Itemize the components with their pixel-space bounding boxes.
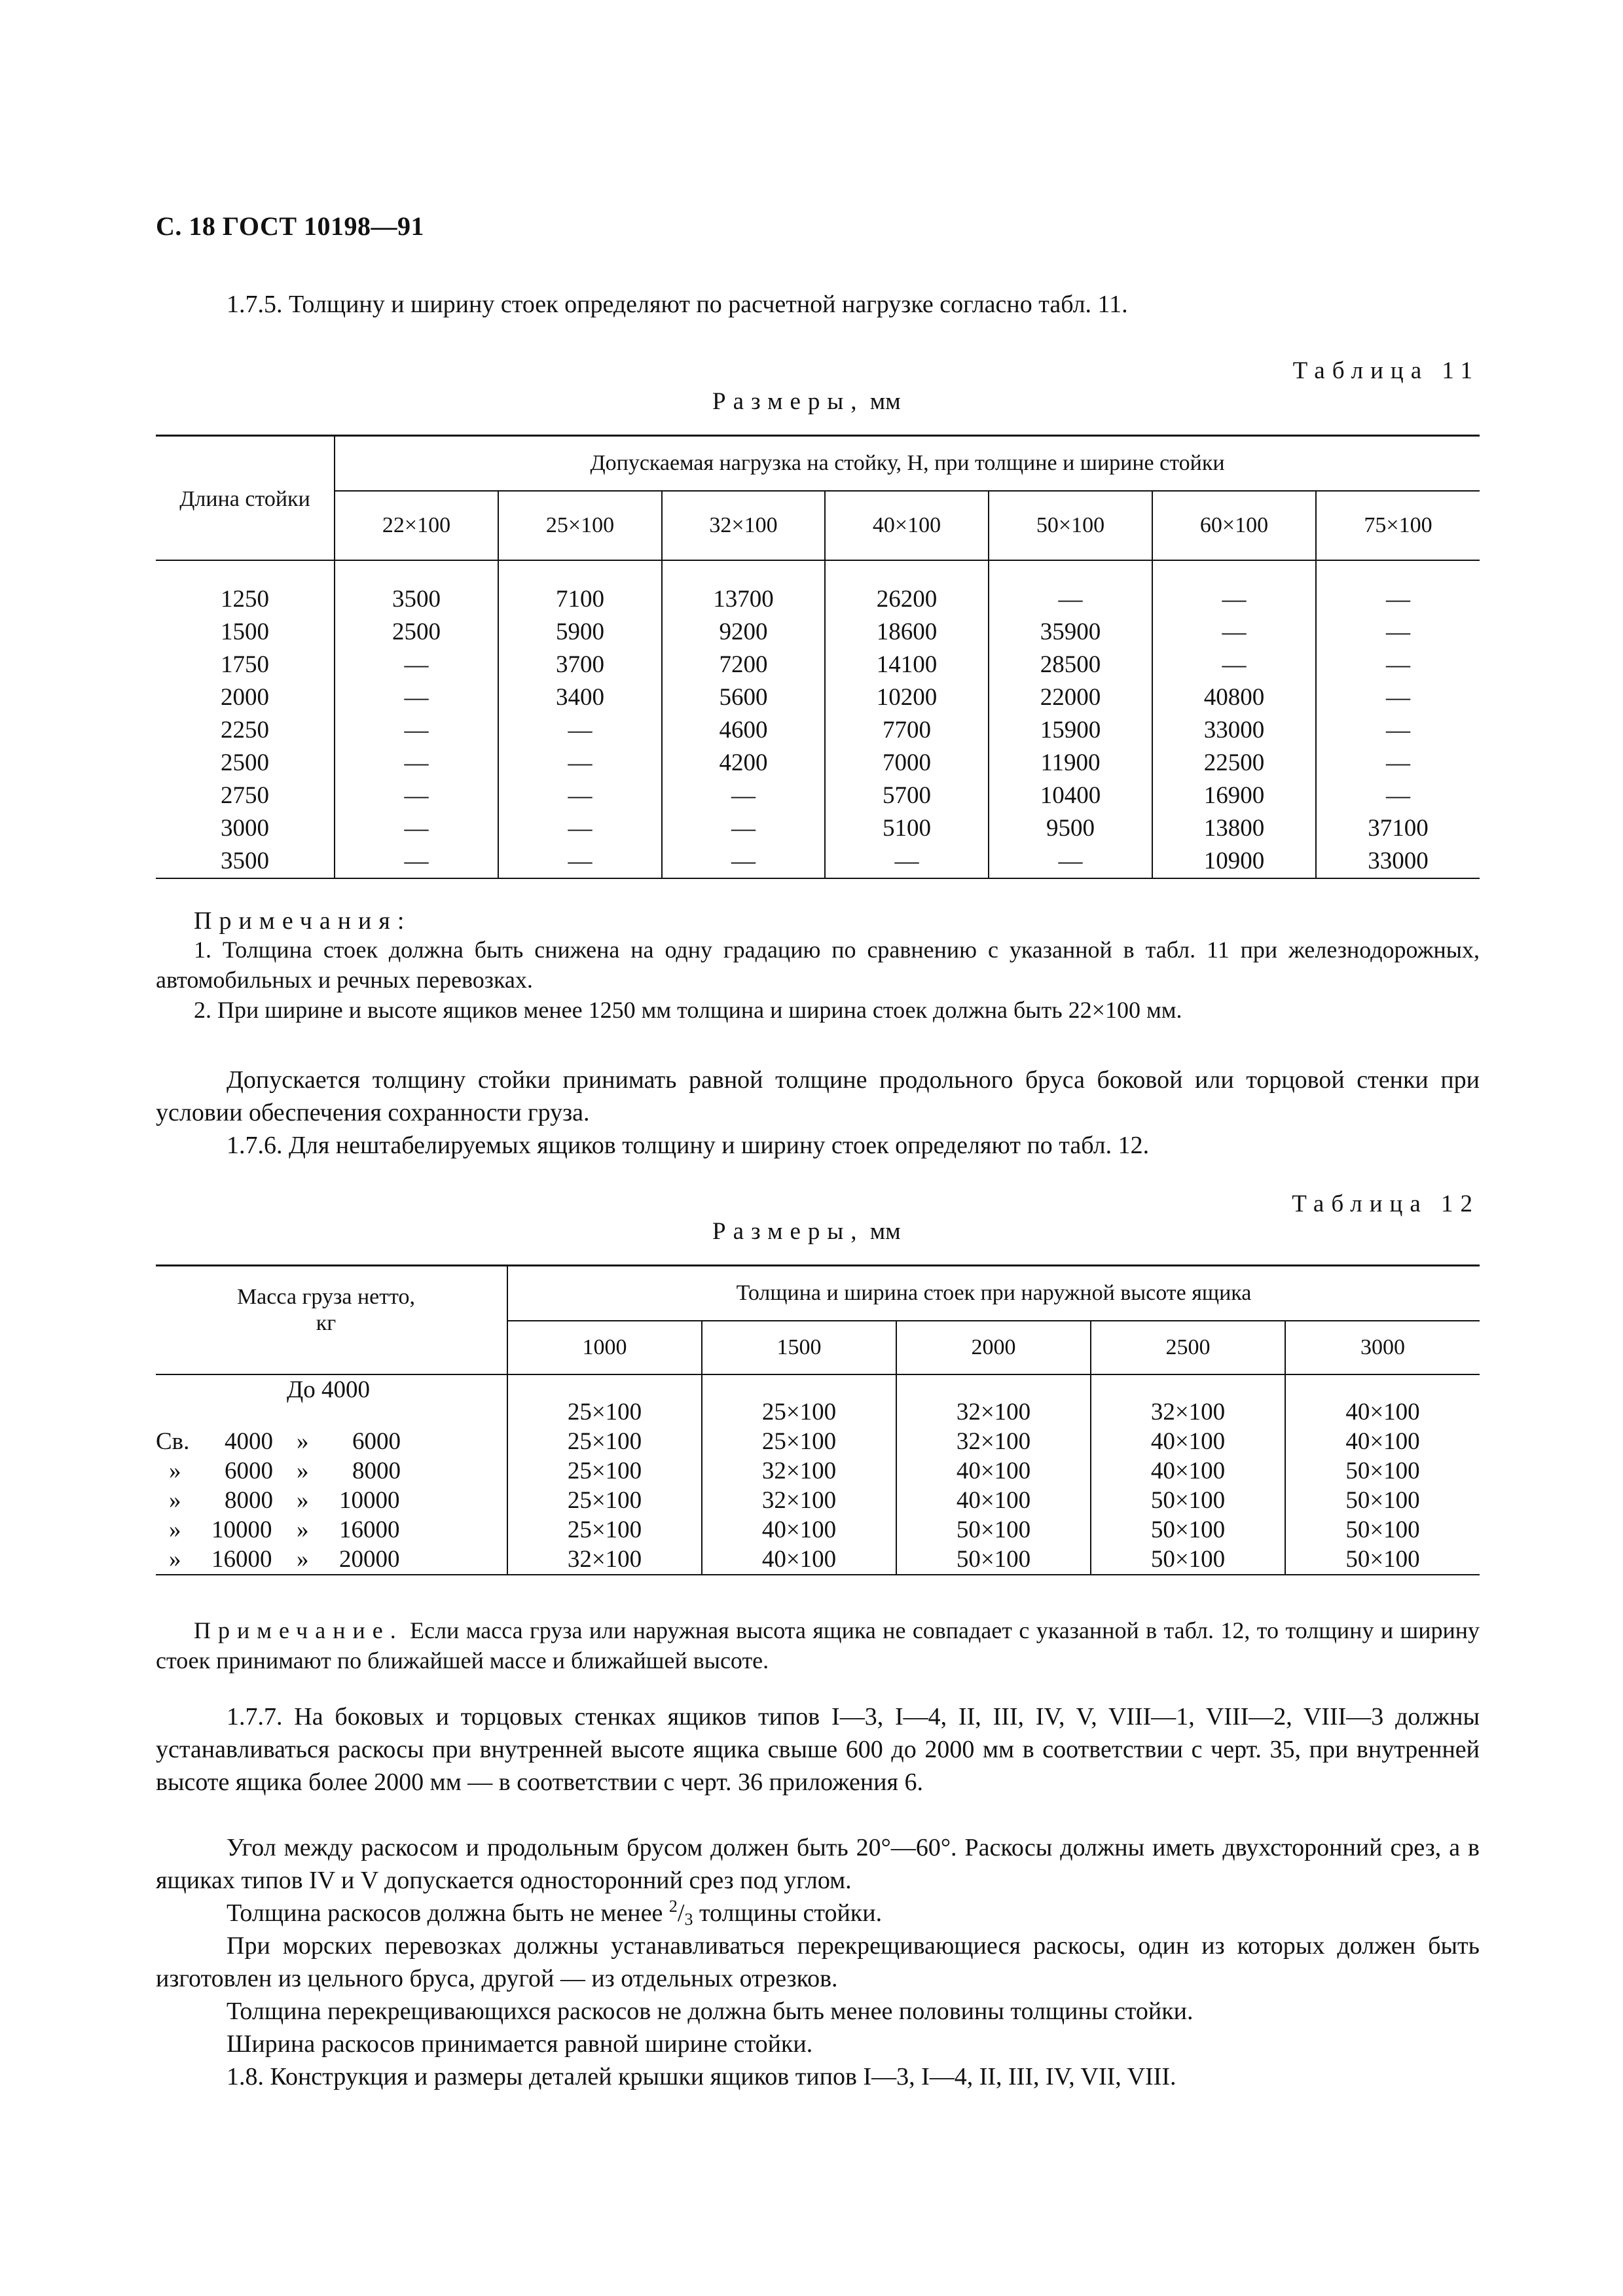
table-11-load-cell: 3700	[498, 649, 662, 681]
table-11-load-cell: 10200	[825, 681, 989, 714]
table-11-load-cell: —	[335, 747, 498, 780]
table-11-load-cell: —	[1316, 780, 1480, 812]
table-11-col: 25×100	[498, 491, 662, 560]
table-12-col: 2500	[1091, 1321, 1285, 1374]
table-11-load-cell: —	[335, 780, 498, 812]
table-11-length-cell: 2750	[221, 782, 269, 809]
table-12-mass-d: 8000	[352, 1458, 401, 1484]
table-row	[156, 1456, 1480, 1486]
table-11-load-cell: —	[1316, 681, 1480, 714]
table-12-mass-a: »	[169, 1458, 181, 1484]
table-12-col: 3000	[1285, 1321, 1480, 1374]
table-12-size-cell: 32×100	[896, 1374, 1091, 1427]
table-12-size-cell: 50×100	[1285, 1545, 1480, 1575]
table-12-units-text: Размеры,	[712, 1218, 864, 1245]
table-12-mass-c: »	[297, 1428, 309, 1455]
page-header: С. 18 ГОСТ 10198—91	[156, 211, 425, 241]
table-11-load-cell: 40800	[1152, 681, 1316, 714]
table-11-load-cell: 2500	[335, 616, 498, 649]
table-11-group-header: Допускаемая нагрузка на стойку, Н, при толщине и ширине стойки	[335, 436, 1480, 492]
table-12-mass-cell	[156, 1486, 507, 1515]
table-11-load-cell: —	[1316, 714, 1480, 747]
table-12-mass-c: »	[297, 1458, 309, 1484]
paragraph-1-7-5: 1.7.5. Толщину и ширину стоек определяют по расчетной нагрузке согласно табл. 11.	[227, 291, 1128, 318]
table-11-notes-title	[156, 905, 1480, 937]
table-11-load-cell: —	[498, 780, 662, 812]
table-12-mass-a: »	[169, 1487, 181, 1514]
table-11-load-cell: —	[662, 845, 825, 878]
table-12-mass-b: До 4000	[287, 1376, 370, 1403]
table-12-size-cell: 40×100	[1285, 1374, 1480, 1427]
table-12-size-cell: 50×100	[1285, 1456, 1480, 1486]
table-12-mass-b: 6000	[225, 1458, 273, 1484]
table-11-load-cell: —	[989, 560, 1152, 616]
table-11	[156, 435, 1480, 879]
table-row	[156, 1515, 1480, 1545]
table-11-load-cell: 11900	[989, 747, 1152, 780]
table-12-size-cell: 25×100	[507, 1374, 702, 1427]
table-11-load-cell: —	[335, 649, 498, 681]
table-12-size-cell: 40×100	[702, 1545, 896, 1575]
table-11-units-text: Размеры,	[712, 388, 864, 415]
table-11-load-cell: —	[989, 845, 1152, 878]
table-12-units-mm: мм	[869, 1218, 901, 1245]
table-11-load-cell: 5600	[662, 681, 825, 714]
table-12-mass-b: 4000	[225, 1428, 273, 1455]
table-11-load-cell: 5100	[825, 812, 989, 845]
thickness-text-a: Толщина раскосов должна быть не менее	[227, 1899, 663, 1927]
table-row	[156, 812, 1480, 845]
table-11-load-cell: 5900	[498, 616, 662, 649]
table-12-size-cell: 50×100	[1285, 1486, 1480, 1515]
table-12-size-cell: 50×100	[1091, 1545, 1285, 1575]
table-12-size-cell: 32×100	[702, 1456, 896, 1486]
table-11-length-cell: 1250	[221, 586, 269, 613]
table-11-load-cell: 33000	[1316, 845, 1480, 878]
table-11-load-cell: 3500	[335, 560, 498, 616]
table-11-note-1: 1. Толщина стоек должна быть снижена на одну градацию по сравнению с указанной в табл. 11 при железнодорожных, автомобильных и речных перевозках.	[156, 937, 1480, 993]
table-11-load-cell: 14100	[825, 649, 989, 681]
table-11-length-cell: 3000	[221, 815, 269, 842]
fraction-denominator: 3	[684, 1910, 693, 1929]
table-12-size-cell: 25×100	[702, 1427, 896, 1456]
table-row	[156, 714, 1480, 747]
table-12-size-cell: 25×100	[507, 1456, 702, 1486]
table-row	[156, 649, 1480, 681]
table-12-size-cell: 32×100	[896, 1427, 1091, 1456]
paragraph-sea: При морских перевозках должны устанавливаться перекрещивающиеся раскосы, один из которых должен быть изготовлен из цельного бруса, другой — из отдельных отрезков.	[156, 1932, 1480, 1992]
table-row	[156, 616, 1480, 649]
table-11-load-cell: —	[498, 845, 662, 878]
table-row	[156, 845, 1480, 878]
table-11-load-cell: 4600	[662, 714, 825, 747]
table-11-length-cell: 2500	[221, 749, 269, 776]
table-11-col: 60×100	[1152, 491, 1316, 560]
table-11-load-cell: 22500	[1152, 747, 1316, 780]
table-12-size-cell: 40×100	[896, 1486, 1091, 1515]
table-12-col-mass	[156, 1266, 507, 1375]
table-11-load-cell: —	[1316, 616, 1480, 649]
table-12-mass-d: 20000	[339, 1546, 400, 1573]
table-11-load-cell: —	[662, 780, 825, 812]
table-12-mass-c: »	[297, 1546, 309, 1573]
table-12-col: 1500	[702, 1321, 896, 1374]
table-12-size-cell: 40×100	[1091, 1427, 1285, 1456]
table-row	[156, 1545, 1480, 1575]
table-11-col: 40×100	[825, 491, 989, 560]
paragraph-cross: Толщина перекрещивающихся раскосов не должна быть менее половины толщины стойки.	[227, 1998, 1194, 2025]
table-12-mass-a: »	[169, 1546, 181, 1573]
table-11-col: 75×100	[1316, 491, 1480, 560]
table-12-size-cell: 32×100	[1091, 1374, 1285, 1427]
paragraph-angle: Угол между раскосом и продольным брусом должен быть 20°—60°. Раскосы должны иметь двухсторонний срез, а в ящиках типов IV и V допускается односторонний срез под углом.	[156, 1834, 1480, 1894]
table-11-load-cell: 37100	[1316, 812, 1480, 845]
table-row	[156, 1374, 1480, 1427]
table-12-group-header: Толщина и ширина стоек при наружной высоте ящика	[507, 1266, 1480, 1321]
table-11-load-cell: 5700	[825, 780, 989, 812]
table-12-size-cell: 50×100	[1091, 1486, 1285, 1515]
table-11-load-cell: 35900	[989, 616, 1152, 649]
table-11-load-cell: —	[335, 681, 498, 714]
table-row	[156, 780, 1480, 812]
table-11-load-cell: —	[1316, 649, 1480, 681]
table-12-size-cell: 50×100	[896, 1545, 1091, 1575]
table-row	[156, 560, 1480, 616]
table-11-load-cell: —	[335, 812, 498, 845]
table-11-load-cell: —	[1152, 560, 1316, 616]
table-row	[156, 1486, 1480, 1515]
table-11-units-mm: мм	[869, 388, 901, 415]
paragraph-1-7-6: 1.7.6. Для нештабелируемых ящиков толщину и ширину стоек определяют по табл. 12.	[227, 1132, 1150, 1159]
table-11-col: 50×100	[989, 491, 1152, 560]
table-11-load-cell: 15900	[989, 714, 1152, 747]
table-11-length-cell: 1500	[221, 619, 269, 645]
paragraph-thickness: Толщина раскосов должна быть не менее $^2$/3 толщины стойки.	[227, 1897, 883, 1929]
table-12-mass-c: »	[297, 1487, 309, 1514]
table-12	[156, 1265, 1480, 1575]
table-11-col: 32×100	[662, 491, 825, 560]
paragraph-allow: Допускается толщину стойки принимать равной толщине продольного бруса боковой или торцовой стенки при условии обеспечения сохранности груза.	[156, 1066, 1480, 1126]
table-12-col: 2000	[896, 1321, 1091, 1374]
table-11-length-cell: 2000	[221, 684, 269, 711]
table-11-load-cell: —	[825, 845, 989, 878]
table-11-load-cell: —	[662, 812, 825, 845]
table-11-load-cell: —	[498, 747, 662, 780]
paragraph-width: Ширина раскосов принимается равной ширине стойки.	[227, 2030, 813, 2058]
table-11-length-cell: 3500	[156, 845, 335, 878]
table-12-size-cell: 40×100	[1285, 1427, 1480, 1456]
table-11-load-cell: 4200	[662, 747, 825, 780]
table-11-col-length: Длина стойки	[156, 436, 335, 561]
table-11-load-cell: 18600	[825, 616, 989, 649]
table-11-load-cell: 3400	[498, 681, 662, 714]
table-11-load-cell: —	[335, 845, 498, 878]
table-12-mass-cell	[156, 1515, 507, 1545]
table-11-load-cell: 7000	[825, 747, 989, 780]
table-12-size-cell: 40×100	[1091, 1456, 1285, 1486]
table-11-load-cell: 10400	[989, 780, 1152, 812]
table-12-size-cell: 32×100	[507, 1545, 702, 1575]
table-11-load-cell: —	[498, 812, 662, 845]
table-12-size-cell: 50×100	[1285, 1515, 1480, 1545]
table-12-note	[156, 1615, 1480, 1676]
table-12-mass-d: 10000	[339, 1487, 400, 1514]
fraction-numerator: 2	[668, 1897, 678, 1916]
table-11-load-cell: —	[335, 714, 498, 747]
table-12-col-mass-text: Масса груза нетто, кг	[236, 1285, 416, 1335]
table-12-mass-cell	[156, 1374, 507, 1427]
table-11-load-cell: 26200	[825, 560, 989, 616]
table-12-size-cell: 25×100	[507, 1486, 702, 1515]
table-row	[156, 747, 1480, 780]
table-12-mass-d: 16000	[339, 1516, 400, 1543]
table-11-units	[712, 387, 901, 416]
table-12-size-cell: 25×100	[507, 1515, 702, 1545]
table-11-length-cell: 2250	[221, 717, 269, 744]
table-11-load-cell: 28500	[989, 649, 1152, 681]
table-row	[156, 681, 1480, 714]
thickness-text-b: толщины стойки.	[699, 1899, 883, 1927]
table-11-load-cell: —	[1316, 560, 1480, 616]
table-11-load-cell: —	[1316, 747, 1480, 780]
table-row	[156, 1427, 1480, 1456]
table-12-mass-cell	[156, 1427, 507, 1456]
table-12-units	[712, 1217, 901, 1246]
table-11-load-cell: —	[498, 714, 662, 747]
table-12-size-cell: 50×100	[1091, 1515, 1285, 1545]
table-12-mass-d: 6000	[352, 1428, 401, 1455]
table-12-mass-b: 16000	[211, 1546, 272, 1573]
table-12-mass-cell	[156, 1545, 507, 1575]
table-11-load-cell: —	[1152, 616, 1316, 649]
note-title: Примечание.	[194, 1617, 403, 1643]
table-11-label: Таблица 11	[1292, 357, 1480, 384]
table-11-load-cell: 9500	[989, 812, 1152, 845]
table-11-load-cell: 16900	[1152, 780, 1316, 812]
paragraph-1-7-7: 1.7.7. На боковых и торцовых стенках ящиков типов I—3, I—4, II, III, IV, V, VIII—1, VIII—2, VIII—3 должны устанавливаться раскосы при внутренней высоте ящика свыше 600 до 2000 мм в соответствии с черт. 35, при внутренней высоте ящика более 2000 мм — в соответствии с черт. 36 приложения 6.	[156, 1703, 1480, 1796]
table-12-col: 1000	[507, 1321, 702, 1374]
note-text: Если масса груза или наружная высота ящика не совпадает с указанной в табл. 12, то толщину и ширину стоек принимают по ближайшей массе и ближайшей высоте.	[156, 1617, 1480, 1674]
table-12-size-cell: 50×100	[896, 1515, 1091, 1545]
paragraph-1-8: 1.8. Конструкция и размеры деталей крышки ящиков типов I—3, I—4, II, III, IV, VII, VIII.	[227, 2063, 1176, 2090]
table-11-load-cell: 7700	[825, 714, 989, 747]
table-12-mass-b: 10000	[211, 1516, 272, 1543]
table-11-col: 22×100	[335, 491, 498, 560]
table-12-size-cell: 25×100	[507, 1427, 702, 1456]
table-12-mass-cell	[156, 1456, 507, 1486]
table-11-note-2: 2. При ширине и высоте ящиков менее 1250 мм толщина и ширина стоек должна быть 22×100 мм.	[194, 997, 1182, 1023]
table-12-mass-a: »	[169, 1516, 181, 1543]
table-11-length-cell: 1750	[221, 651, 269, 678]
table-11-load-cell: 10900	[1152, 845, 1316, 878]
table-11-load-cell: 13800	[1152, 812, 1316, 845]
table-12-size-cell: 25×100	[702, 1374, 896, 1427]
table-11-load-cell: —	[1152, 649, 1316, 681]
table-12-size-cell: 32×100	[702, 1486, 896, 1515]
table-11-load-cell: 22000	[989, 681, 1152, 714]
table-12-label: Таблица 12	[1292, 1191, 1480, 1217]
table-11-load-cell: 7200	[662, 649, 825, 681]
table-12-size-cell: 40×100	[702, 1515, 896, 1545]
table-12-mass-c: »	[297, 1516, 309, 1543]
notes-title: Примечания:	[194, 907, 412, 935]
table-11-load-cell: 33000	[1152, 714, 1316, 747]
table-11-load-cell: 7100	[498, 560, 662, 616]
table-12-size-cell: 40×100	[896, 1456, 1091, 1486]
table-11-load-cell: 9200	[662, 616, 825, 649]
table-12-mass-a: Св.	[156, 1428, 190, 1455]
table-11-load-cell: 13700	[662, 560, 825, 616]
table-12-mass-b: 8000	[225, 1487, 273, 1514]
